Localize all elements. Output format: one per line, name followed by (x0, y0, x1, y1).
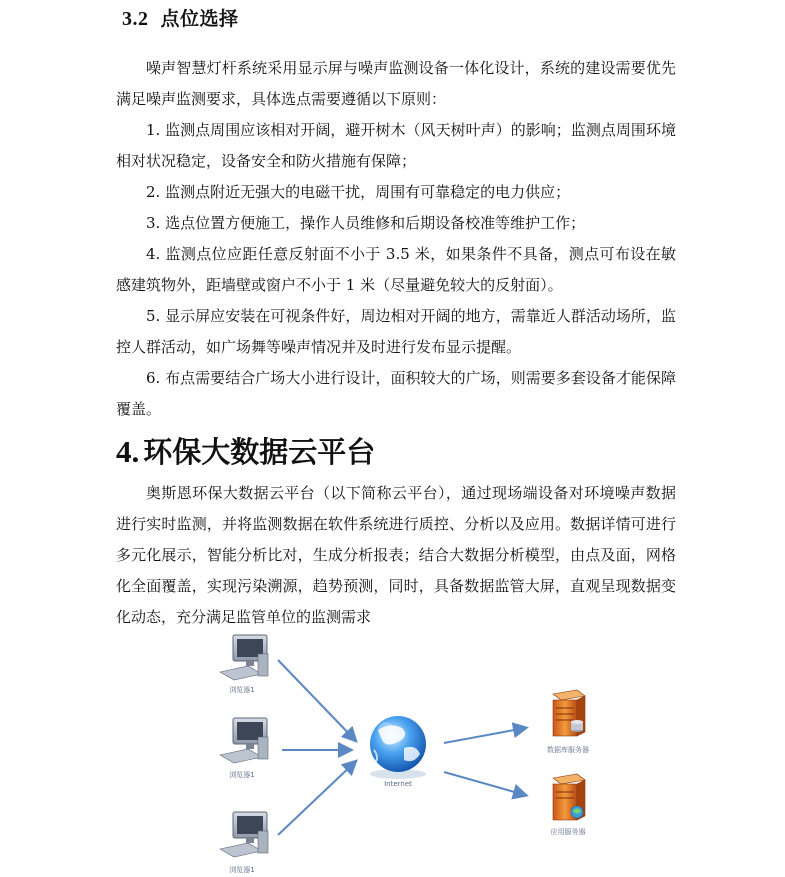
application-server-icon (553, 774, 585, 820)
computer-icon (220, 635, 268, 680)
internet-hub (370, 716, 426, 788)
client-computer-3 (220, 812, 268, 874)
chapter-title: 环保大数据云平台 (143, 435, 376, 469)
client-computer-2 (220, 718, 268, 779)
section-title: 点位选择 (160, 8, 239, 30)
chapter-number: 4. (116, 434, 140, 469)
arrow-internet-dbserver (444, 728, 525, 743)
section-heading (122, 4, 239, 31)
principle-2: 2. 监测点附近无强大的电磁干扰，周围有可靠稳定的电力供应； (146, 183, 571, 201)
application-server (551, 774, 586, 836)
database-server-label: 数据库服务器 (547, 746, 589, 754)
principle-5: 5. 显示屏应安装在可视条件好，周边相对开阔的地方，需靠近人群活动场所，监控人群活动，如广场舞等噪声情况并及时进行发布显示提醒。 (116, 307, 676, 356)
client-computer-1 (220, 635, 268, 694)
intro-paragraph: 噪声智慧灯杆系统采用显示屏与噪声监测设备一体化设计，系统的建设需要优先满足噪声监测要求，具体选点需要遵循以下原则： (116, 59, 676, 108)
arrow-client3-internet (278, 762, 355, 835)
principle-1: 1. 监测点周围应该相对开阔，避开树木（风天树叶声）的影响；监测点周围环境相对状况稳定，设备安全和防火措施有保障； (116, 121, 676, 170)
database-server (547, 690, 589, 754)
chapter-heading (116, 430, 375, 471)
chapter-paragraph: 奥斯恩环保大数据云平台（以下简称云平台），通过现场端设备对环境噪声数据进行实时监测，并将监测数据在软件系统进行质控、分析以及应用。数据详情可进行多元化展示，智能分析比对，生成分析报表；结合大数据分析模型，由点及面，网格化全面覆盖，实现污染溯源，趋势预测，同时，具备数据监管大屏，直观呈现数据变化动态，充分满足监管单位的监测需求 (116, 484, 676, 626)
computer-icon (220, 718, 268, 763)
computer-icon (220, 812, 268, 857)
client-label-2: 浏览器1 (229, 771, 255, 779)
principle-4: 4. 监测点位应距任意反射面不小于 3.5 米，如果条件不具备，测点可布设在敏感建筑物外，距墙壁或窗户不小于 1 米（尽量避免较大的反射面）。 (116, 245, 676, 294)
principle-6: 6. 布点需要结合广场大小进行设计，面积较大的广场，则需要多套设备才能保障覆盖。 (116, 369, 676, 418)
globe-icon (370, 716, 426, 779)
network-diagram (0, 630, 785, 877)
section-number: 3.2 (122, 8, 149, 30)
arrow-client1-internet (278, 660, 355, 740)
application-server-label: 应用服务器 (550, 828, 586, 836)
database-server-icon (553, 690, 585, 736)
internet-label: Internet (384, 780, 412, 788)
client-label-1: 浏览器1 (229, 686, 255, 694)
client-label-3: 浏览器1 (229, 866, 255, 874)
principle-3: 3. 选点位置方便施工，操作人员维修和后期设备校准等维护工作； (146, 214, 586, 232)
arrow-internet-appserver (444, 772, 525, 795)
